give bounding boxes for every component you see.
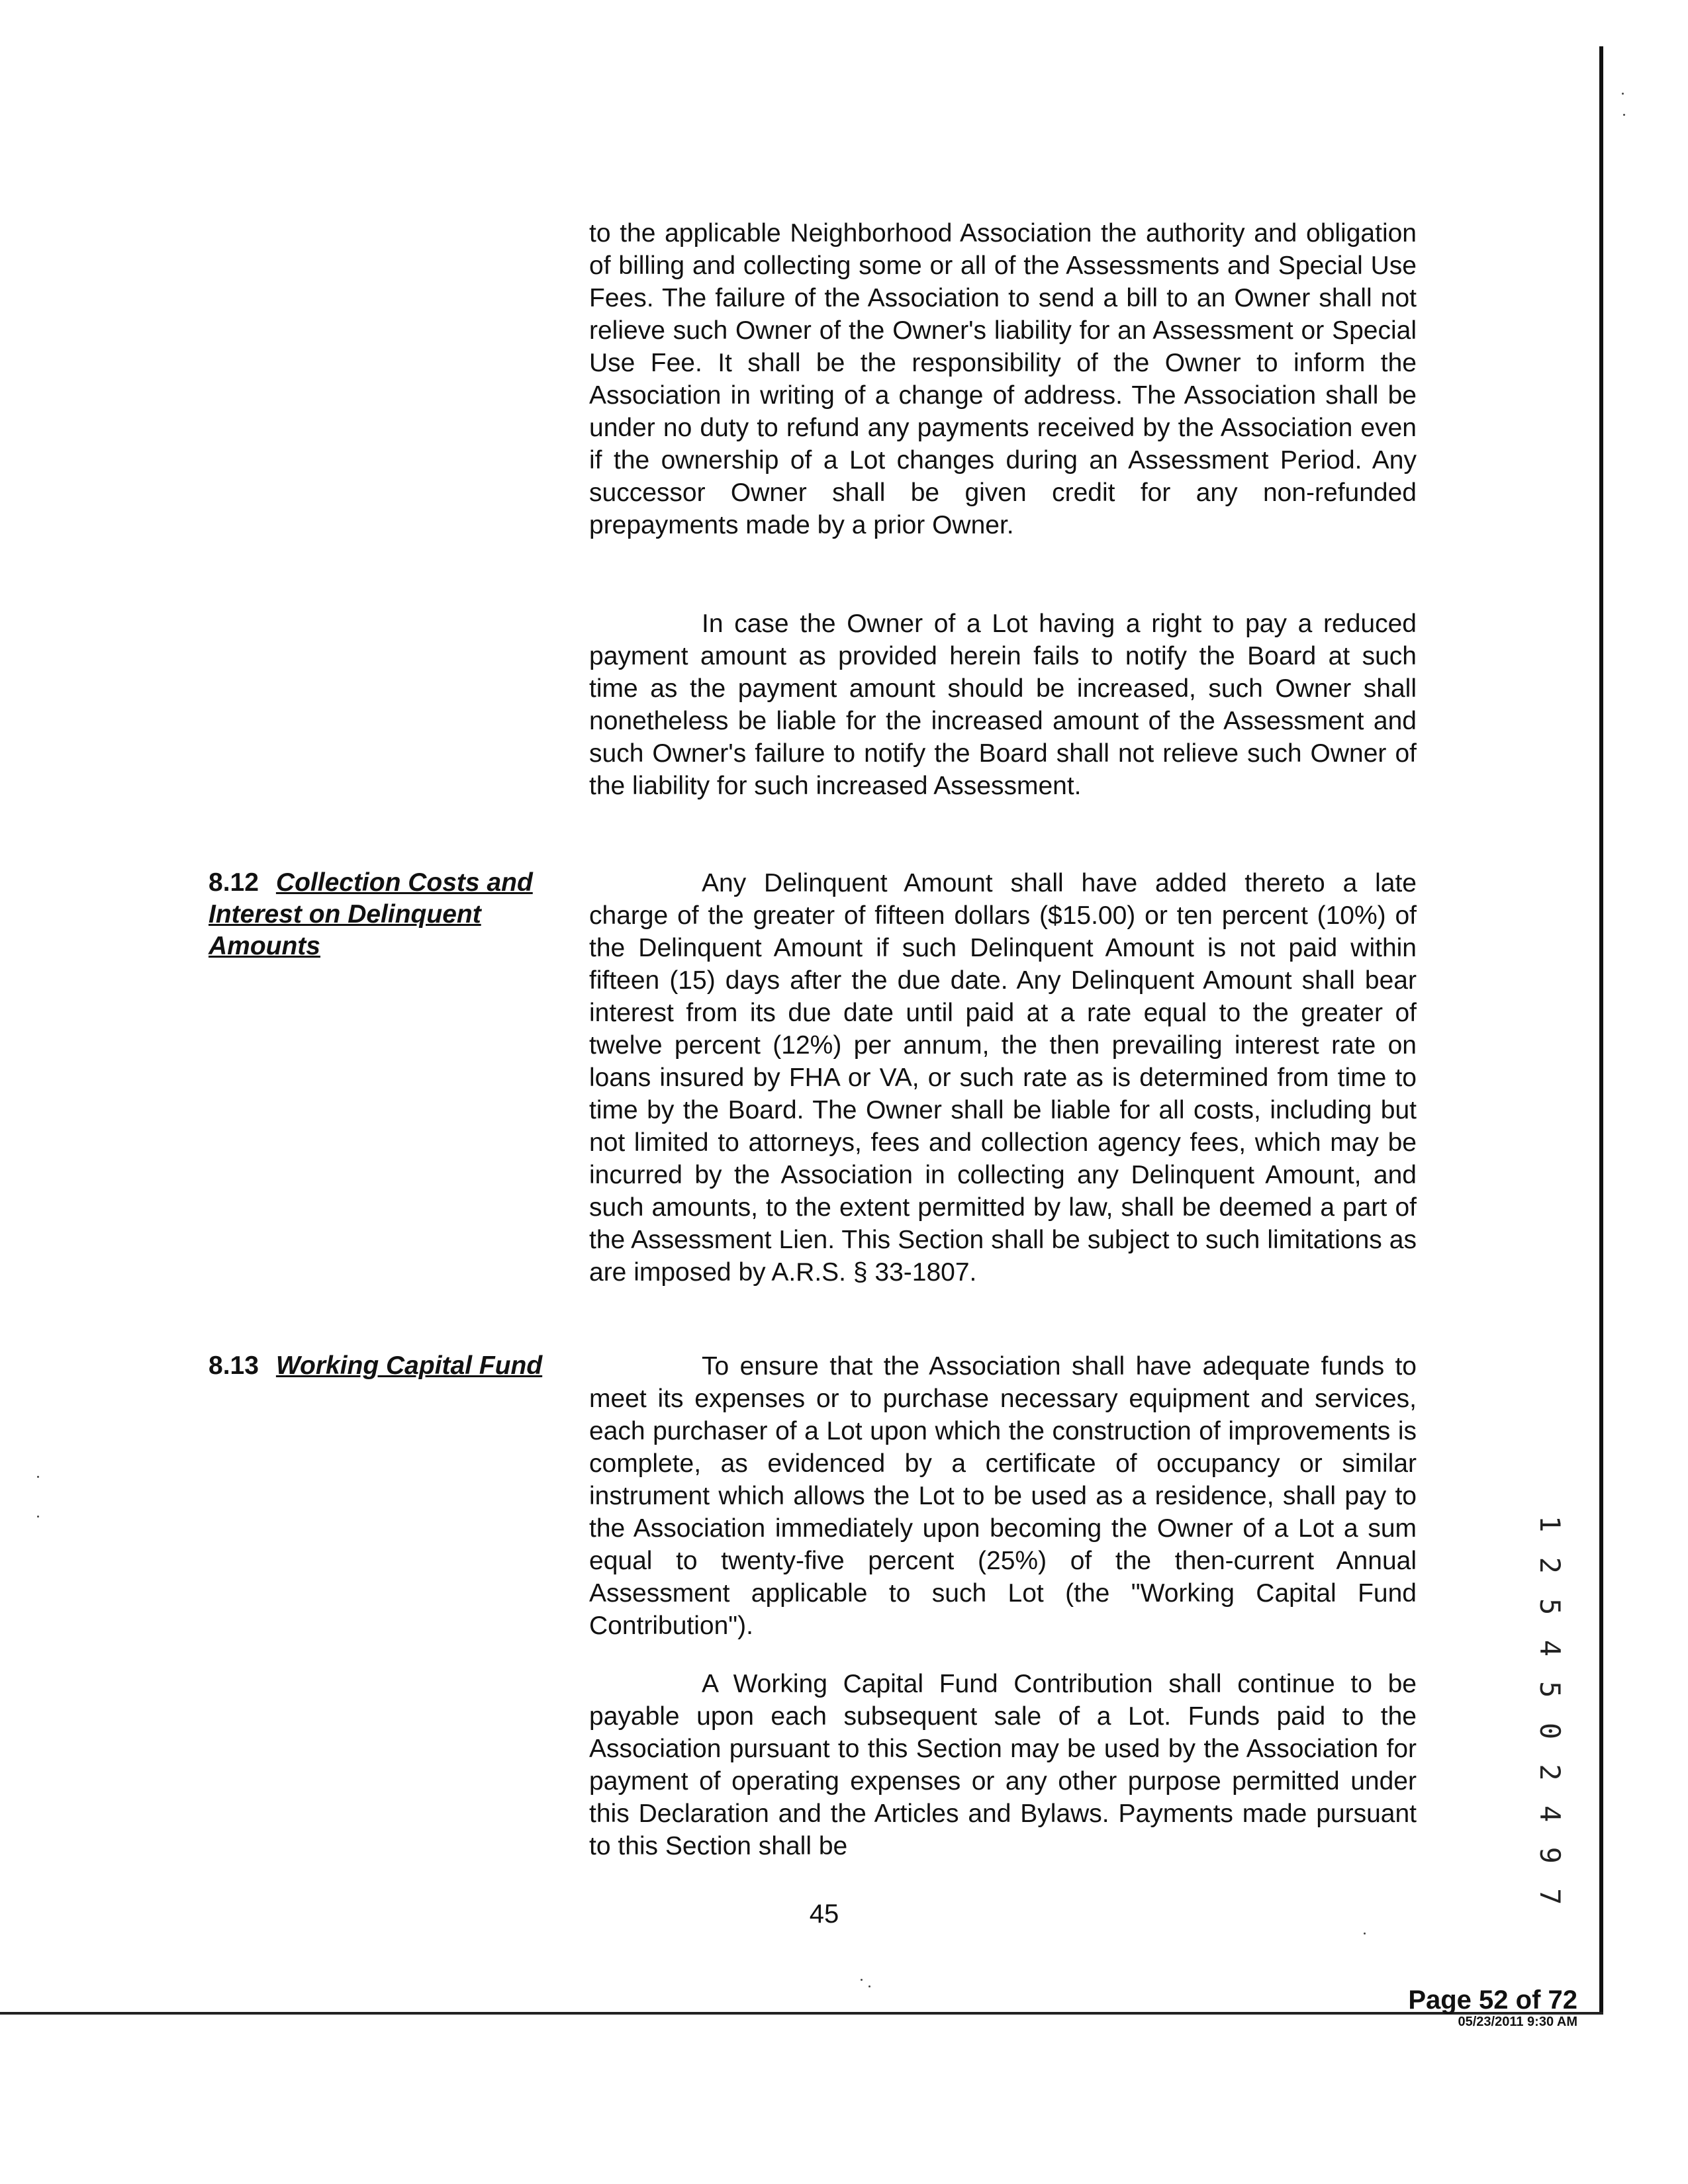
record-timestamp: 05/23/2011 9:30 AM xyxy=(1458,2015,1577,2029)
page-border-right xyxy=(1599,46,1603,2012)
scan-speck xyxy=(861,1979,863,1981)
scan-speck xyxy=(1623,114,1625,116)
scan-speck xyxy=(868,1985,870,1987)
section-heading-8-12 xyxy=(209,867,553,962)
paragraph-working-capital-fund: To ensure that the Association shall have adequate funds to meet its expenses or to purchase necessary equipment and services, each purchaser of a Lot upon which the construction of improvements is complete, as evidenced by a certificate of occupancy or similar instrument which allows the Lot to be used as a residence, shall pay to the Association immediately upon becoming the Owner of a Lot a sum equal to twenty-five percent (25%) of the then-current Annual Assessment applicable to such Lot (the "Working Capital Fund Contribution"). xyxy=(589,1352,1417,1640)
section-heading-8-13 xyxy=(209,1350,553,1382)
section-number: 8.13 xyxy=(209,1351,259,1380)
scan-speck xyxy=(1364,1933,1366,1934)
scan-speck xyxy=(37,1516,39,1518)
paragraph-working-capital-continuation: A Working Capital Fund Contribution shall continue to be payable upon each subsequent sale of a Lot. Funds paid to the Association pursuant to this Section may be used by the Association for payment of operating expenses or any other purpose permitted under this Declaration and the Articles and Bylaws. Payments made pursuant to this Section shall be xyxy=(589,1670,1417,1860)
page-number: 45 xyxy=(809,1899,839,1929)
body-text-block-4 xyxy=(589,1350,1417,1642)
section-number: 8.12 xyxy=(209,868,259,897)
recorder-footer xyxy=(1408,1985,1577,2029)
page-of-label: Page 52 of 72 xyxy=(1408,1985,1577,2015)
scan-speck xyxy=(1622,93,1624,95)
body-text-block-1 xyxy=(589,217,1417,541)
body-text-block-5 xyxy=(589,1668,1417,1862)
page-border-bottom xyxy=(0,2012,1603,2015)
paragraph-reduced-payment: In case the Owner of a Lot having a right to pay a reduced payment amount as provided herein fails to notify the Board at such time as the payment amount should be increased, such Owner shall nonetheless be liable for the increased amount of the Assessment and such Owner's failure to notify the Board shall not relieve such Owner of the liability for such increased Assessment. xyxy=(589,610,1417,800)
recording-number-vertical xyxy=(1534,1516,1566,1909)
section-title: Working Capital Fund xyxy=(275,1351,543,1380)
scan-speck xyxy=(37,1476,39,1478)
section-title: Collection Costs and Interest on Delinquent Amounts xyxy=(209,868,533,960)
paragraph-collection-costs: Any Delinquent Amount shall have added thereto a late charge of the greater of fifteen dollars ($15.00) or ten percent (10%) of the Delinquent Amount if such Delinquent Amount is not paid within fifteen (15) days after the due date. Any Delinquent Amount shall bear interest from its due date until paid at a rate equal to the greater of twelve percent (12%) per annum, the then prevailing interest rate on loans insured by FHA or VA, or such rate as is determined from time to time by the Board. The Owner shall be liable for all costs, including but not limited to attorneys, fees and collection agency fees, which may be incurred by the Association in collecting any Delinquent Amount, and such amounts, to the extent permitted by law, shall be deemed a part of the Assessment Lien. This Section shall be subject to such limitations as are imposed by A.R.S. § 33-1807. xyxy=(589,869,1417,1287)
body-text-block-2 xyxy=(589,608,1417,802)
paragraph-assessment-billing: to the applicable Neighborhood Association the authority and obligation of billing and collecting some or all of the Assessments and Special Use Fees. The failure of the Association to send a bill to an Owner shall not relieve such Owner of the Owner's liability for an Assessment or Special Use Fee. It shall be the responsibility of the Owner to inform the Association in writing of a change of address. The Association shall be under no duty to refund any payments received by the Association even if the ownership of a Lot changes during an Assessment Period. Any successor Owner shall be given credit for any non-refunded prepayments made by a prior Owner. xyxy=(589,219,1417,539)
recording-digit: 1 2 5 4 5 0 2 4 9 7 xyxy=(1534,1516,1566,1909)
body-text-block-3 xyxy=(589,867,1417,1289)
